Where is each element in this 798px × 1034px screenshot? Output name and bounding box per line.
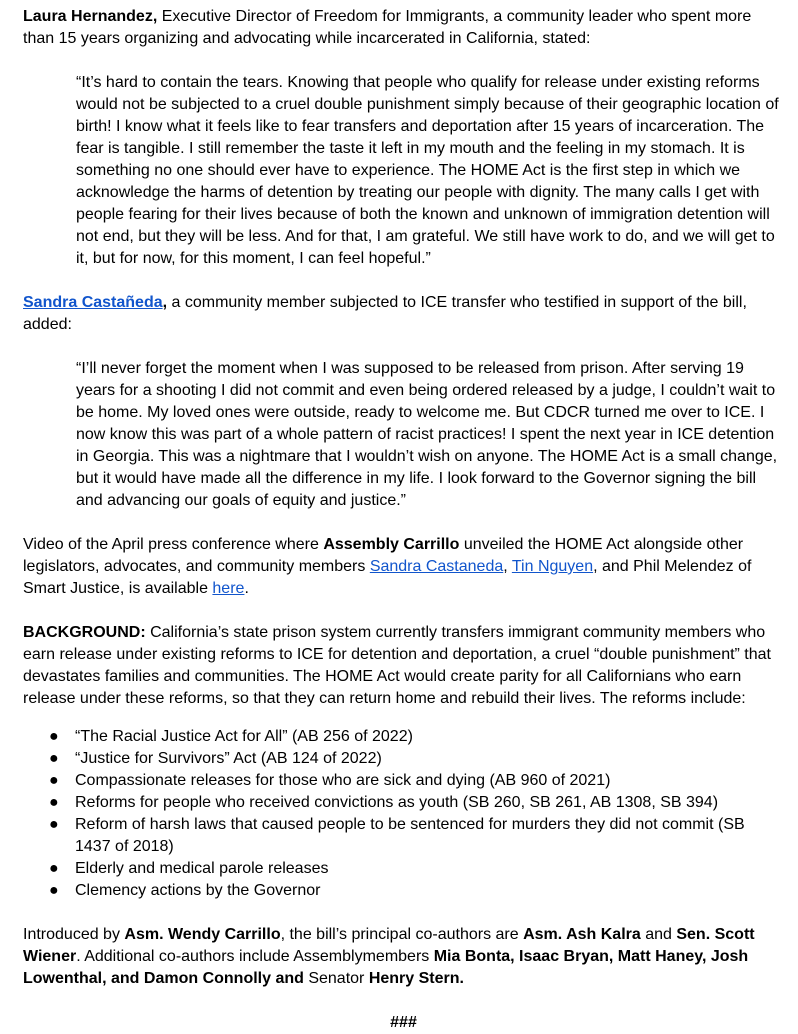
- bullet-icon: ●: [49, 816, 59, 833]
- end-mark: ###: [390, 1014, 417, 1031]
- list-item-text: Compassionate releases for those who are sick and dying (AB 960 of 2021): [75, 772, 611, 789]
- list-item: [23, 792, 784, 814]
- coauthors-bold-assemblymembers: Mia Bonta, Isaac Bryan, Matt Haney, Josh Lowenthal, and Damon Connolly and: [23, 948, 749, 987]
- coauthors-text-3: and: [640, 926, 677, 943]
- bullet-icon: ●: [49, 882, 59, 899]
- background-text: California’s state prison system currently transfers immigrant community members who earn release under existing reforms to ICE for detention and deportation, a cruel “double punishment” that devastates families and communities. The HOME Act would create parity for all Californians who earn release under these reforms, so that they can return home and rebuild their lives. The reforms include:: [23, 624, 771, 707]
- hernandez-intro: [23, 6, 784, 50]
- list-item: [23, 770, 784, 792]
- background-label: BACKGROUND:: [23, 624, 146, 641]
- video-text-4: , and Phil Melendez of Smart Justice, is available: [23, 558, 752, 597]
- coauthors-bold-wiener: Sen. Scott Wiener: [23, 926, 755, 965]
- list-item-text: Reforms for people who received convictions as youth (SB 260, SB 261, AB 1308, SB 394): [75, 794, 719, 811]
- coauthors-bold-stern: Henry Stern.: [368, 970, 464, 987]
- video-text-5: .: [244, 580, 249, 597]
- background-paragraph: [23, 622, 784, 710]
- bullet-icon: ●: [49, 794, 59, 811]
- video-bold-carrillo: Assembly Carrillo: [323, 536, 460, 553]
- link-here[interactable]: here: [212, 580, 245, 597]
- coauthors-text-5: Senator: [303, 970, 369, 987]
- video-paragraph: [23, 534, 784, 600]
- list-item: [23, 858, 784, 880]
- list-item-text: Reform of harsh laws that caused people to be sentenced for murders they did not commit (SB 1437 of 2018): [75, 816, 745, 855]
- link-sandra-castaneda[interactable]: Sandra Castaneda: [369, 558, 504, 575]
- reforms-list: [23, 726, 784, 902]
- castaneda-name-link[interactable]: Sandra Castañeda: [23, 294, 163, 311]
- list-item: [23, 726, 784, 748]
- coauthors-text-2: , the bill’s principal co-authors are: [280, 926, 524, 943]
- list-item: [23, 814, 784, 858]
- bullet-icon: ●: [49, 772, 59, 789]
- coauthors-text-4: . Additional co-authors include Assemblymembers: [76, 948, 434, 965]
- castaneda-comma: ,: [162, 294, 168, 311]
- list-item: [23, 880, 784, 902]
- coauthors-text-1: Introduced by: [23, 926, 125, 943]
- coauthors-bold-kalra: Asm. Ash Kalra: [523, 926, 641, 943]
- list-item: [23, 748, 784, 770]
- bullet-icon: ●: [49, 860, 59, 877]
- coauthors-bold-carrillo: Asm. Wendy Carrillo: [124, 926, 281, 943]
- bullet-icon: ●: [49, 750, 59, 767]
- hernandez-intro-text: Executive Director of Freedom for Immigrants, a community leader who spent more than 15 years organizing and advocating while incarcerated in California, stated:: [23, 8, 752, 47]
- list-item-text: Clemency actions by the Governor: [75, 882, 321, 899]
- list-item-text: “Justice for Survivors” Act (AB 124 of 2022): [75, 750, 382, 767]
- bullet-icon: ●: [49, 728, 59, 745]
- hernandez-quote: “It’s hard to contain the tears. Knowing that people who qualify for release under existing reforms would not be subjected to a cruel double punishment simply because of their geographic location of birth! I know what it feels like to fear transfers and deportation after 15 years of incarceration. The fear is tangible. I still remember the taste it left in my mouth and the feeling in my stomach. It is something no one should ever have to experience. The HOME Act is the first step in which we acknowledge the harms of detention by treating our people with dignity. The many calls I get with people fearing for their lives because of both the known and unknown of immigration detention will not end, but they will be less. And for that, I am grateful. We still have work to do, and we will get to it, but for now, for this moment, I can feel hopeful.”: [76, 74, 779, 267]
- hernandez-name: Laura Hernandez,: [23, 8, 158, 25]
- castaneda-intro: [23, 292, 784, 336]
- video-text-1: Video of the April press conference where: [23, 536, 324, 553]
- video-text-3: ,: [503, 558, 512, 575]
- video-text-2: unveiled the HOME Act alongside other legislators, advocates, and community members: [23, 536, 744, 575]
- list-item-text: Elderly and medical parole releases: [75, 860, 329, 877]
- castaneda-quote: “I’ll never forget the moment when I was supposed to be released from prison. After serving 19 years for a shooting I did not commit and even being ordered released by a judge, I couldn’t wait to be home. My loved ones were outside, ready to welcome me. But CDCR turned me over to ICE. I now know this was part of a whole pattern of racist practices! I spent the next year in ICE detention in Georgia. This was a nightmare that I wouldn’t wish on anyone. The HOME Act is a small change, but it would have made all the difference in my life. I look forward to the Governor signing the bill and advancing our goals of equity and justice.”: [76, 360, 778, 509]
- castaneda-intro-text: a community member subjected to ICE transfer who testified in support of the bill, added:: [23, 294, 747, 333]
- link-tin-nguyen[interactable]: Tin Nguyen: [511, 558, 594, 575]
- coauthors-paragraph: [23, 924, 784, 990]
- list-item-text: “The Racial Justice Act for All” (AB 256 of 2022): [75, 728, 413, 745]
